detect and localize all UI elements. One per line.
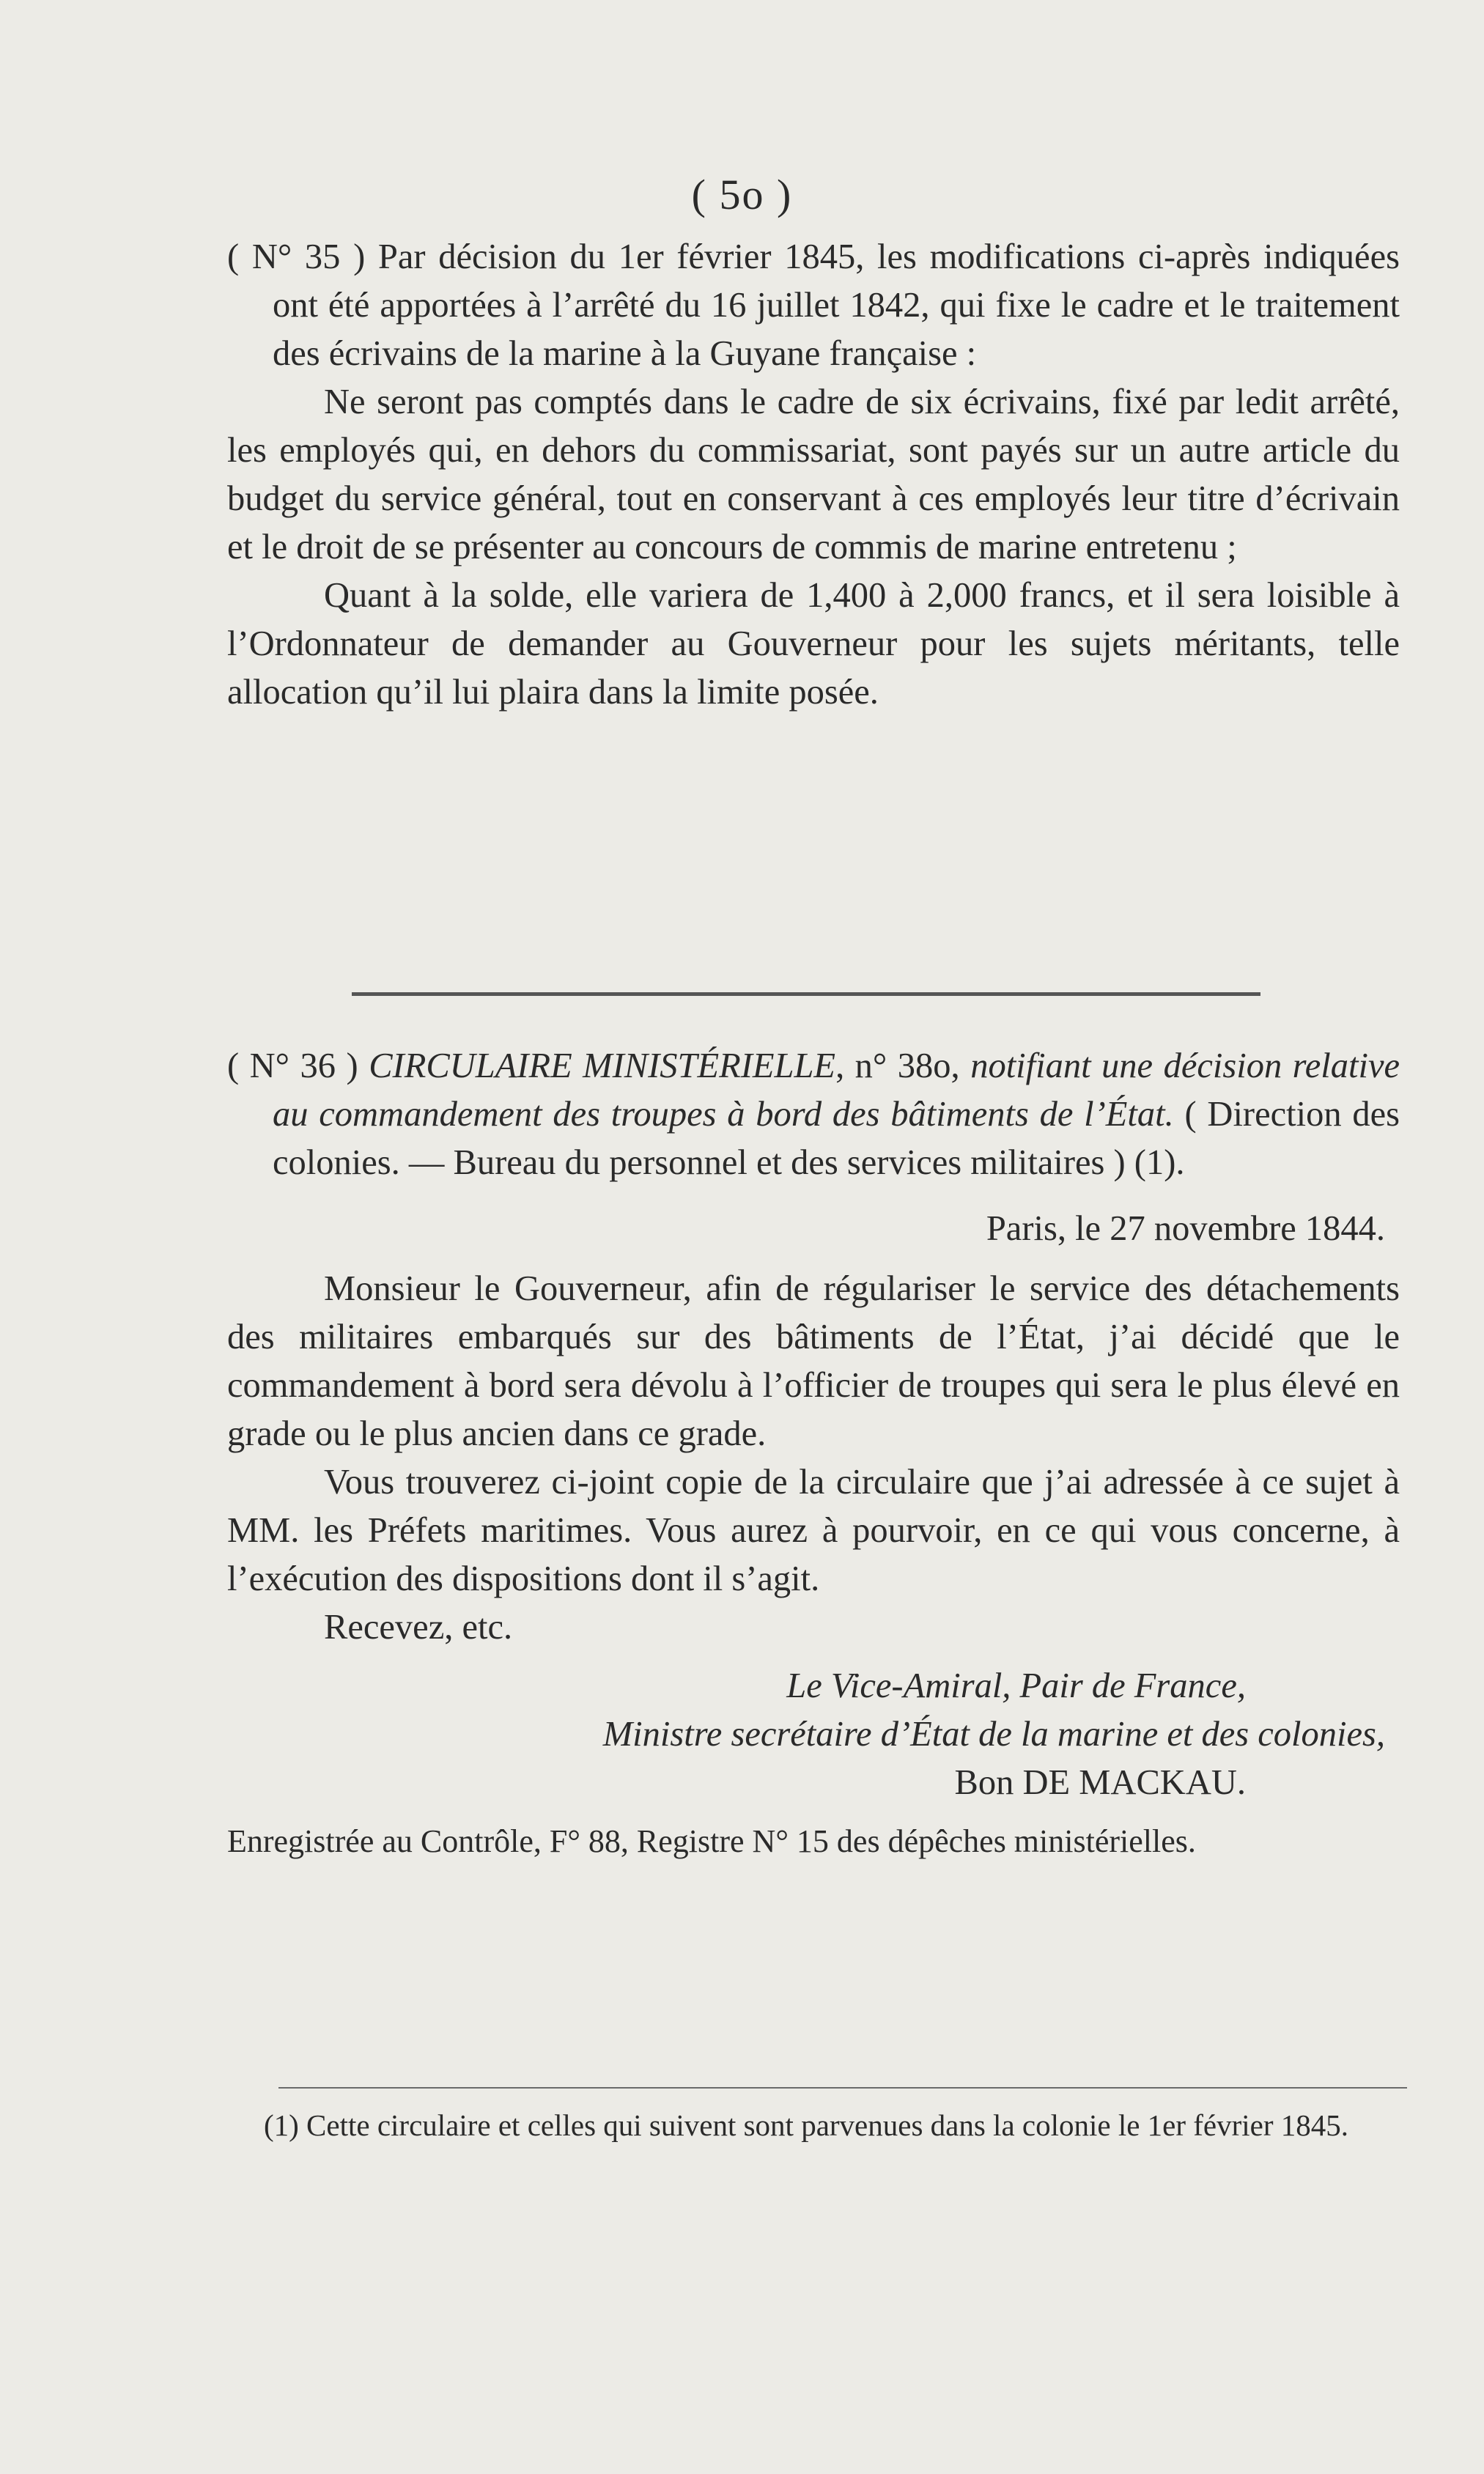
section-36-heading (227, 1042, 1400, 1187)
section-35-paragraph-2: Quant à la solde, elle variera de 1,400 à 2,000 francs, et il sera loisible à l’Ordonnateur de demander au Gouverneur pour les sujets méritants, telle allocation qu’il lui plaira dans la limite posée. (227, 576, 1400, 712)
section-divider (352, 992, 1260, 996)
closing-formula: Recevez, etc. (324, 1608, 513, 1647)
page-number: ( 5o ) (691, 171, 793, 218)
registry-note: Enregistrée au Contrôle, F° 88, Registre N° 15 des dépêches ministérielles. (227, 1823, 1196, 1859)
section-35 (227, 233, 1400, 717)
signature-line-2: Ministre secrétaire d’État de la marine et des colonies, (602, 1715, 1385, 1754)
section-36-paragraph-1: Monsieur le Gouverneur, afin de régulariser le service des détachements des militaires embarqués sur des bâtiments de l’État, j’ai décidé que le commandement à bord sera dévolu à l’officier de troupes qui sera le plus élevé en grade ou le plus ancien dans ce grade. (227, 1269, 1400, 1453)
footnote-rule (278, 2087, 1407, 2089)
section-36 (227, 1042, 1400, 1866)
section-35-intro: ( N° 35 ) Par décision du 1er février 1845, les modifications ci-après indiquées ont été apportées à l’arrêté du 16 juillet 1842, qui fixe le cadre et le traitement des écrivains de la marine à la Guyane française : (227, 237, 1400, 373)
section-36-ref: , n° 38o, (835, 1046, 960, 1085)
section-36-direction: ( Direction des colonies. — Bureau du personnel et des services militaires ) (1). (273, 1095, 1400, 1182)
section-36-number: ( N° 36 ) (227, 1046, 358, 1085)
signature-line-1: Le Vice-Amiral, Pair de France, (786, 1666, 1246, 1705)
dateline: Paris, le 27 novembre 1844. (986, 1209, 1385, 1248)
section-36-subject: notifiant une décision relative au commandement des troupes à bord des bâtiments de l’État. (273, 1046, 1400, 1134)
footnote: (1) Cette circulaire et celles qui suivent sont parvenues dans la colonie le 1er février 1845. (264, 2108, 1349, 2142)
section-35-paragraph-1: Ne seront pas comptés dans le cadre de six écrivains, fixé par ledit arrêté, les employés qui, en dehors du commissariat, sont payés sur un autre article du budget du service général, tout en conservant à ces employés leur titre d’écrivain et le droit de se présenter au concours de commis de marine entretenu ; (227, 383, 1400, 566)
section-36-title: CIRCULAIRE MINISTÉRIELLE (369, 1046, 836, 1085)
footnote-block (264, 2105, 1400, 2146)
signature-name: Bon DE MACKAU. (954, 1763, 1246, 1802)
section-36-paragraph-2: Vous trouverez ci-joint copie de la circulaire que j’ai adressée à ce sujet à MM. les Préfets maritimes. Vous aurez à pourvoir, en ce qui vous concerne, à l’exécution des dispositions dont il s’agit. (227, 1463, 1400, 1598)
